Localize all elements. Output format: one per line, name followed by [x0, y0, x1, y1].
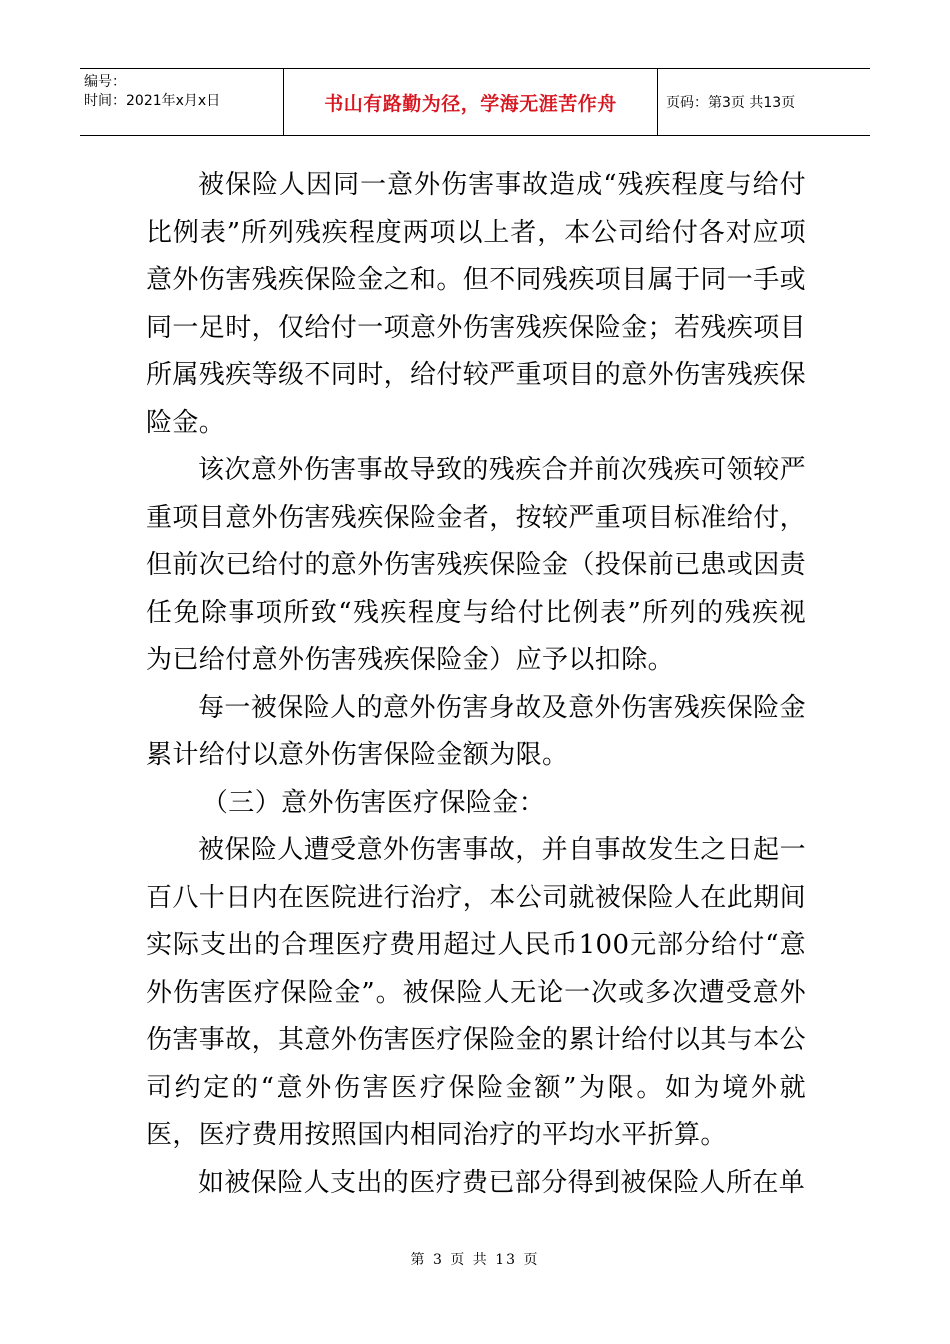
paragraph: 该次意外伤害事故导致的残疾合并前次残疾可领较严重项目意外伤害残疾保险金者，按较严重项目标准给付，但前次已给付的意外伤害残疾保险金（投保前已患或因责任免除事项所致“残疾程度与给付比例表”所列的残疾视为已给付意外伤害残疾保险金）应予以扣除。 [146, 455, 807, 675]
header-page-label: 页码：第3页 共13页 [666, 95, 796, 111]
paragraph: 被保险人遭受意外伤害事故，并自事故发生之日起一百八十日内在医院进行治疗，本公司就被保险人在此期间实际支出的合理医疗费用超过人民币100元部分给付“意外伤害医疗保险金”。被保险人无论一次或多次遭受意外伤害事故，其意外伤害医疗保险金的累计给付以其与本公司约定的“意外伤害医疗保险金额”为限。如为境外就医，医疗费用按照国内相同治疗的平均水平折算。 [146, 835, 807, 1150]
number-label: 编号： [84, 74, 126, 90]
section-heading: （三）意外伤害医疗保险金： [201, 787, 546, 818]
header-info [80, 69, 284, 135]
document-body [146, 162, 806, 1207]
paragraph: 被保险人因同一意外伤害事故造成“残疾程度与给付比例表”所列残疾程度两项以上者，本公司给付各对应项意外伤害残疾保险金之和。但不同残疾项目属于同一手或同一足时，仅给付一项意外伤害残疾保险金；若残疾项目所属残疾等级不同时，给付较严重项目的意外伤害残疾保险金。 [146, 170, 807, 438]
header-motto: 书山有路勤为径，学海无涯苦作舟 [284, 69, 658, 135]
page-header [80, 68, 870, 136]
page-footer: 第 3 页 共 13 页 [410, 1252, 540, 1268]
paragraph: 如被保险人支出的医疗费已部分得到被保险人所在单 [198, 1167, 806, 1198]
paragraph: 每一被保险人的意外伤害身故及意外伤害残疾保险金累计给付以意外伤害保险金额为限。 [146, 692, 806, 770]
time-label: 时间：2021年x月x日 [84, 93, 221, 109]
